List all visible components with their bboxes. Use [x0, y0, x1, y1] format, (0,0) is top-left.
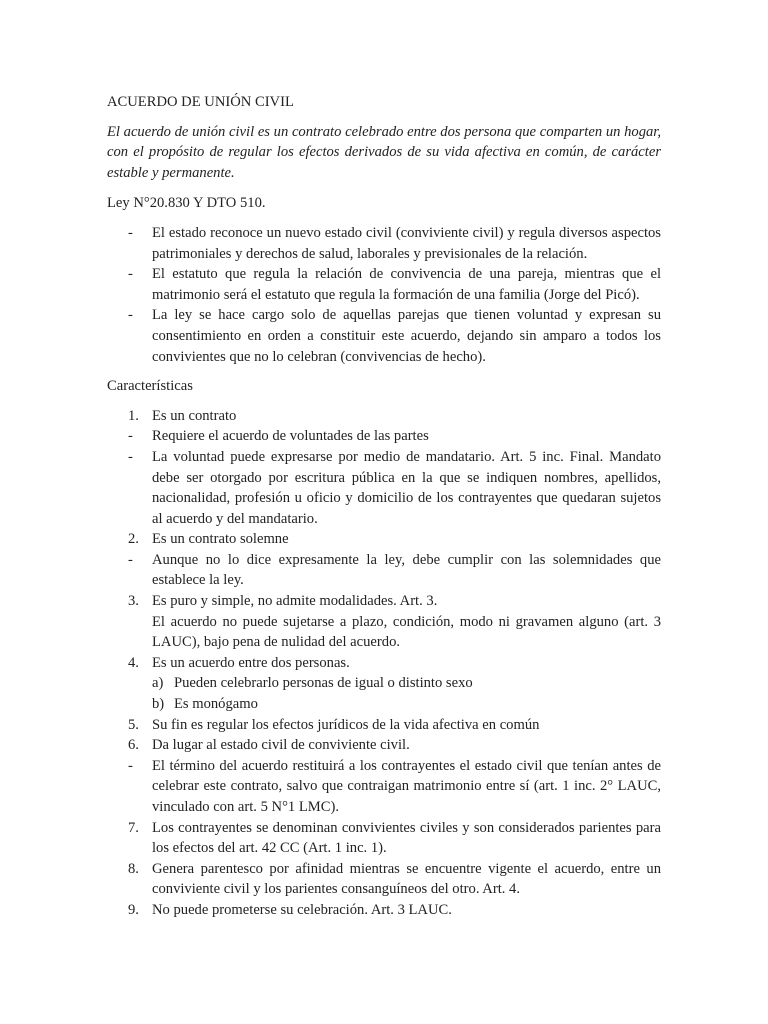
list-item — [107, 859, 661, 900]
intro-paragraph: El acuerdo de unión civil es un contrato celebrado entre dos persona que comparten un hogar, con el propósito de regular los efectos derivados de su vida afectiva en común, de carácter estable y permanente. — [107, 123, 661, 181]
list-item — [107, 426, 661, 447]
law-reference: Ley N°20.830 Y DTO 510. — [107, 195, 266, 212]
sub-list-marker: a) — [152, 675, 164, 692]
list-item-text: Es puro y simple, no admite modalidades. Art. 3. — [152, 593, 438, 610]
list-item-text: El término del acuerdo restituirá a los contrayentes el estado civil que tenían antes de celebrar este contrato, salvo que contraigan matrimonio entre sí (art. 1 inc. 2° LAUC, vinculado con art. 5 N°1 LMC). — [152, 757, 661, 815]
list-item-text: La voluntad puede expresarse por medio de mandatario. Art. 5 inc. Final. Mandato debe ser otorgado por escritura pública en la que se indiquen nombres, apellidos, nacionalidad, profesión u oficio y domicilio de los contrayentes que quedaran sujetos al acuerdo y del mandatario. — [152, 448, 661, 527]
bullet-list — [107, 223, 661, 367]
list-item — [107, 447, 661, 529]
list-item — [107, 591, 661, 612]
list-marker: - — [128, 757, 133, 774]
bullet-dash: - — [128, 224, 133, 241]
list-item-text: Los contrayentes se denominan convivientes civiles y son considerados parientes para los efectos del art. 42 CC (Art. 1 inc. 1). — [152, 819, 661, 857]
document-title: ACUERDO DE UNIÓN CIVIL — [107, 94, 294, 110]
list-marker: 2. — [128, 531, 139, 548]
list-marker: 1. — [128, 407, 139, 424]
list-item-text: El estatuto que regula la relación de convivencia de una pareja, mientras que el matrimonio será el estatuto que regula la formación de una familia (Jorge del Picó). — [152, 266, 661, 303]
list-item-text: La ley se hace cargo solo de aquellas parejas que tienen voluntad y expresan su consentimiento en orden a constituir este acuerdo, dejando sin amparo a todos los convivientes que no lo celebran (convivencias de hecho). — [152, 307, 661, 365]
sub-list-marker: b) — [152, 696, 165, 713]
sub-list-item — [107, 673, 661, 694]
list-item-text: Su fin es regular los efectos jurídicos de la vida afectiva en común — [152, 716, 540, 733]
list-item — [107, 305, 661, 367]
list-item-continuation: El acuerdo no puede sujetarse a plazo, condición, modo ni gravamen alguno (art. 3 LAUC), bajo pena de nulidad del acuerdo. — [152, 613, 661, 651]
list-item — [107, 715, 661, 736]
list-item-text: No puede prometerse su celebración. Art. 3 LAUC. — [152, 901, 452, 918]
list-item-text: Es un acuerdo entre dos personas. — [152, 654, 350, 671]
bullet-dash: - — [128, 307, 133, 324]
list-item-text: Requiere el acuerdo de voluntades de las partes — [152, 428, 429, 445]
list-marker: 7. — [128, 819, 139, 836]
list-item — [107, 653, 661, 674]
list-item — [107, 900, 661, 921]
list-item-text: Da lugar al estado civil de conviviente civil. — [152, 737, 410, 754]
list-marker: 4. — [128, 654, 139, 671]
list-marker: 6. — [128, 737, 139, 754]
list-marker: 5. — [128, 716, 139, 733]
list-marker: 8. — [128, 860, 139, 877]
list-item — [107, 264, 661, 305]
sub-list-item — [107, 694, 661, 715]
list-item-text: Es un contrato solemne — [152, 531, 289, 548]
section-heading: Características — [107, 378, 193, 395]
sub-list-text: Pueden celebrarlo personas de igual o distinto sexo — [174, 675, 473, 692]
list-item — [107, 223, 661, 264]
characteristics-list — [107, 406, 661, 921]
bullet-dash: - — [128, 266, 133, 283]
list-item-text: El estado reconoce un nuevo estado civil (conviviente civil) y regula diversos aspectos patrimoniales y derechos de salud, laborales y previsionales de la relación. — [152, 224, 661, 262]
list-item — [107, 406, 661, 427]
list-item — [107, 550, 661, 591]
sub-list-text: Es monógamo — [174, 696, 258, 713]
list-item — [107, 735, 661, 756]
list-marker: - — [128, 428, 133, 445]
list-marker: 3. — [128, 593, 139, 610]
list-item — [107, 756, 661, 818]
list-item-text: Genera parentesco por afinidad mientras se encuentre vigente el acuerdo, entre un conviviente civil y los parientes consanguíneos del otro. Art. 4. — [152, 860, 661, 898]
list-item — [107, 818, 661, 859]
list-item-text: Es un contrato — [152, 407, 237, 424]
list-item — [107, 529, 661, 550]
list-marker: 9. — [128, 901, 139, 918]
list-item-text: Aunque no lo dice expresamente la ley, debe cumplir con las solemnidades que establece la ley. — [152, 551, 661, 589]
list-marker: - — [128, 551, 133, 568]
list-marker: - — [128, 448, 133, 465]
